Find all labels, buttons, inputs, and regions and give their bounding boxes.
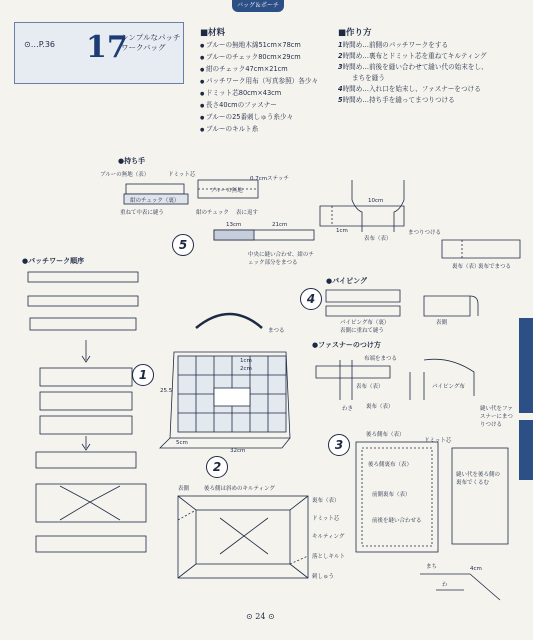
material-item: ● ドミット芯80cm×43cm [200, 88, 318, 100]
piping-label: 表側 [436, 320, 448, 326]
handle-label: 10cm [368, 198, 384, 204]
zipper-label: 表布（表） [356, 384, 384, 390]
zipper-label: 縫い代をファスナーにまつりつける [480, 406, 513, 428]
handle-label: ドミット芯 [168, 172, 196, 178]
handle-label: ブルーの無地 [210, 188, 243, 194]
handle-label: 表に返す [236, 210, 259, 216]
patchwork-order [28, 272, 146, 552]
zipper-label: わき [342, 406, 354, 412]
assembly-label: ドミット芯 [424, 438, 452, 444]
quilt-label: ドミット芯 [312, 516, 340, 522]
bag-label: 2cm [240, 366, 252, 372]
handle-label: ブルーの無地（表） [100, 172, 150, 178]
method-heading: ■作り方 [338, 28, 372, 38]
material-item: ● 長さ40cmのファスナー [200, 100, 318, 112]
method-step: 1時間め…前側のパッチワークをする [338, 41, 449, 49]
assembly-label: 縫い代を後ろ側の裏布でくるむ [456, 472, 501, 486]
bag-label: 1cm [240, 358, 252, 364]
zipper-label: 布端をまつる [364, 356, 398, 362]
handle-label: 21cm [272, 222, 288, 228]
piping-strip [326, 290, 400, 302]
patchwork-heading: ●パッチワーク順序 [22, 257, 85, 265]
quilt-panel [178, 496, 308, 578]
handle-label: 紺のチェック [196, 210, 229, 216]
quilt-label: 表側 [178, 486, 190, 492]
handle-heading: ●持ち手 [118, 157, 146, 165]
zipper-label: 裏布（表） [366, 404, 394, 410]
step-clock-icon: 5 [172, 234, 194, 256]
handle-label: 表布（表） [364, 236, 392, 242]
quilt-label: 裏布（表） [312, 498, 340, 504]
quilt-label: キルティング [312, 534, 345, 540]
project-number: 17 [86, 30, 128, 65]
material-item: ● ブルーの25番刺しゅう糸少々 [200, 112, 318, 124]
zipper-label: パイピング布 [432, 384, 465, 390]
assembly-label: 後ろ側裏布（表） [368, 462, 413, 468]
handle-label: 1cm [336, 228, 348, 234]
quilt-label: 後ろ側は斜めのキルティング [204, 486, 275, 492]
step-clock-icon: 1 [132, 364, 154, 386]
method-step-continuation: まちを縫う [352, 74, 385, 82]
handle-label: 中央に縫い合わせ、紺のチェック部分をまつる [248, 252, 314, 266]
handle-label: 裏布（表） [452, 264, 480, 270]
material-item: ● 紺のチェック47cm×21cm [200, 64, 318, 76]
assembly-label: 後ろ側布（表） [366, 432, 405, 438]
bag-label: 25.5 [160, 388, 173, 394]
handle-label: 重ねて中表に縫う [120, 210, 164, 216]
handle-label: 13cm [226, 222, 242, 228]
assembly-label: まち [426, 564, 438, 570]
piping-label: 表側に重ねて縫う [340, 328, 384, 334]
page-number: ⊙ 24 ⊙ [246, 612, 275, 621]
quilt-label: 刺しゅう [312, 574, 335, 580]
bag-label: 32cm [230, 448, 246, 454]
handle-strip-top [126, 184, 184, 194]
handle-label: まつりつける [408, 230, 442, 236]
method-step: 3時間め…前後を縫い合わせて縫い代の始末をし、 [338, 63, 488, 71]
handle-label: 紺のチェック（裏） [130, 198, 180, 204]
piping-heading: ●パイピング [326, 277, 367, 285]
step-clock-icon: 3 [328, 434, 350, 456]
bag-drawing [160, 314, 290, 448]
material-item: ● ブルーのチェック80cm×29cm [200, 52, 318, 64]
assembly-label: わ [442, 582, 448, 588]
assembly-label: 前後を縫い合わせる [372, 518, 422, 524]
material-item: ● ブルーのキルト糸 [200, 124, 318, 136]
zipper-heading: ●ファスナーのつけ方 [312, 341, 381, 349]
method-step: 4時間め…入れ口を始末し、ファスナーをつける [338, 85, 481, 93]
bag-label: まつる [268, 328, 285, 334]
assembly-label: 前側裏布（表） [372, 492, 411, 498]
material-item: ● ブルーの無地木綿51cm×78cm [200, 40, 318, 52]
assembly-label: 4cm [470, 566, 482, 572]
method-step: 5時間め…持ち手を縫ってまつりつける [338, 96, 455, 104]
section-tab: バッグ＆ポーチ [232, 0, 284, 12]
handle-label: 0.7cmステッチ [250, 176, 290, 182]
bag-label: 5cm [176, 440, 188, 446]
handle-label: 裏布でまつる [478, 264, 512, 270]
page-reference: ⊙…P.36 [24, 40, 56, 49]
materials-heading: ■材料 [200, 28, 226, 38]
method-step: 2時間め…裏布とドミット芯を重ねてキルティング [338, 52, 487, 60]
step-clock-icon: 4 [300, 288, 322, 310]
material-item: ● パッチワーク用布（写真参照）各少々 [200, 76, 318, 88]
quilt-label: 落としキルト [312, 554, 345, 560]
piping-label: パイピング布（裏） [340, 320, 390, 326]
zipper-strip [316, 366, 390, 378]
project-title: シンプルなパッチワークバッグ [121, 33, 181, 52]
step-clock-icon: 2 [206, 456, 228, 478]
